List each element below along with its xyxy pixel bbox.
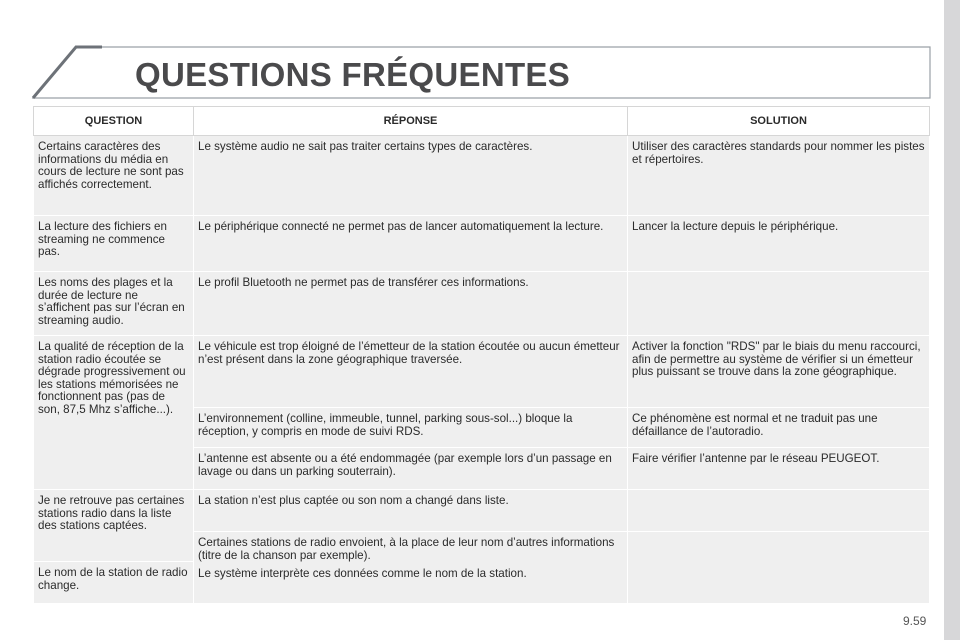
answer-cell — [194, 532, 628, 604]
solution-cell: Utiliser des caractères standards pour nommer les pistes et répertoires. — [628, 136, 930, 216]
solution-cell — [628, 490, 930, 532]
question-cell: Le nom de la station de radio change. — [34, 562, 194, 604]
solution-cell: Faire vérifier l’antenne par le réseau PEUGEOT. — [628, 448, 930, 490]
table-row — [34, 490, 930, 532]
answer-cell: L’antenne est absente ou a été endommagée (par exemple lors d’un passage en lavage ou dans un parking souterrain). — [194, 448, 628, 490]
solution-cell — [628, 532, 930, 604]
page-edge-bar — [944, 0, 960, 640]
answer-cell: L’environnement (colline, immeuble, tunnel, parking sous-sol...) bloque la réception, y compris en mode de suivi RDS. — [194, 408, 628, 448]
question-cell: Je ne retrouve pas certaines stations radio dans la liste des stations captées. — [34, 490, 194, 562]
solution-cell: Ce phénomène est normal et ne traduit pas une défaillance de l’autoradio. — [628, 408, 930, 448]
question-cell: La qualité de réception de la station radio écoutée se dégrade progressivement ou les stations mémorisées ne fonctionnent pas (pas de son, 87,5 Mhz s’affiche...). — [34, 336, 194, 490]
question-cell: Les noms des plages et la durée de lecture ne s’affichent pas sur l’écran en streaming audio. — [34, 272, 194, 336]
answer-paragraph: Certaines stations de radio envoient, à la place de leur nom d’autres informations (titre de la chanson par exemple). — [198, 536, 615, 562]
column-header-question: QUESTION — [34, 107, 194, 136]
answer-cell: Le système audio ne sait pas traiter certains types de caractères. — [194, 136, 628, 216]
table-row — [34, 216, 930, 272]
answer-cell: Le véhicule est trop éloigné de l’émetteur de la station écoutée ou aucun émetteur n’est présent dans la zone géographique traversée. — [194, 336, 628, 408]
page-number: 9.59 — [903, 614, 927, 628]
table-row — [34, 272, 930, 336]
column-header-solution: SOLUTION — [628, 107, 930, 136]
solution-cell: Lancer la lecture depuis le périphérique. — [628, 216, 930, 272]
column-header-answer: RÉPONSE — [194, 107, 628, 136]
answer-paragraph: Le système interprète ces données comme le nom de la station. — [198, 567, 527, 581]
table-row — [34, 336, 930, 408]
solution-cell — [628, 272, 930, 336]
question-cell: Certains caractères des informations du média en cours de lecture ne sont pas affichés correctement. — [34, 136, 194, 216]
answer-cell: La station n’est plus captée ou son nom a changé dans liste. — [194, 490, 628, 532]
table-header-row — [34, 107, 930, 136]
faq-table — [33, 106, 930, 604]
question-cell: La lecture des fichiers en streaming ne commence pas. — [34, 216, 194, 272]
answer-cell: Le périphérique connecté ne permet pas de lancer automatiquement la lecture. — [194, 216, 628, 272]
answer-cell: Le profil Bluetooth ne permet pas de transférer ces informations. — [194, 272, 628, 336]
table-row — [34, 136, 930, 216]
solution-cell: Activer la fonction "RDS" par le biais du menu raccourci, afin de permettre au système de vérifier si un émetteur plus puissant se trouve dans la zone géographique. — [628, 336, 930, 408]
page-title: QUESTIONS FRÉQUENTES — [135, 56, 571, 93]
